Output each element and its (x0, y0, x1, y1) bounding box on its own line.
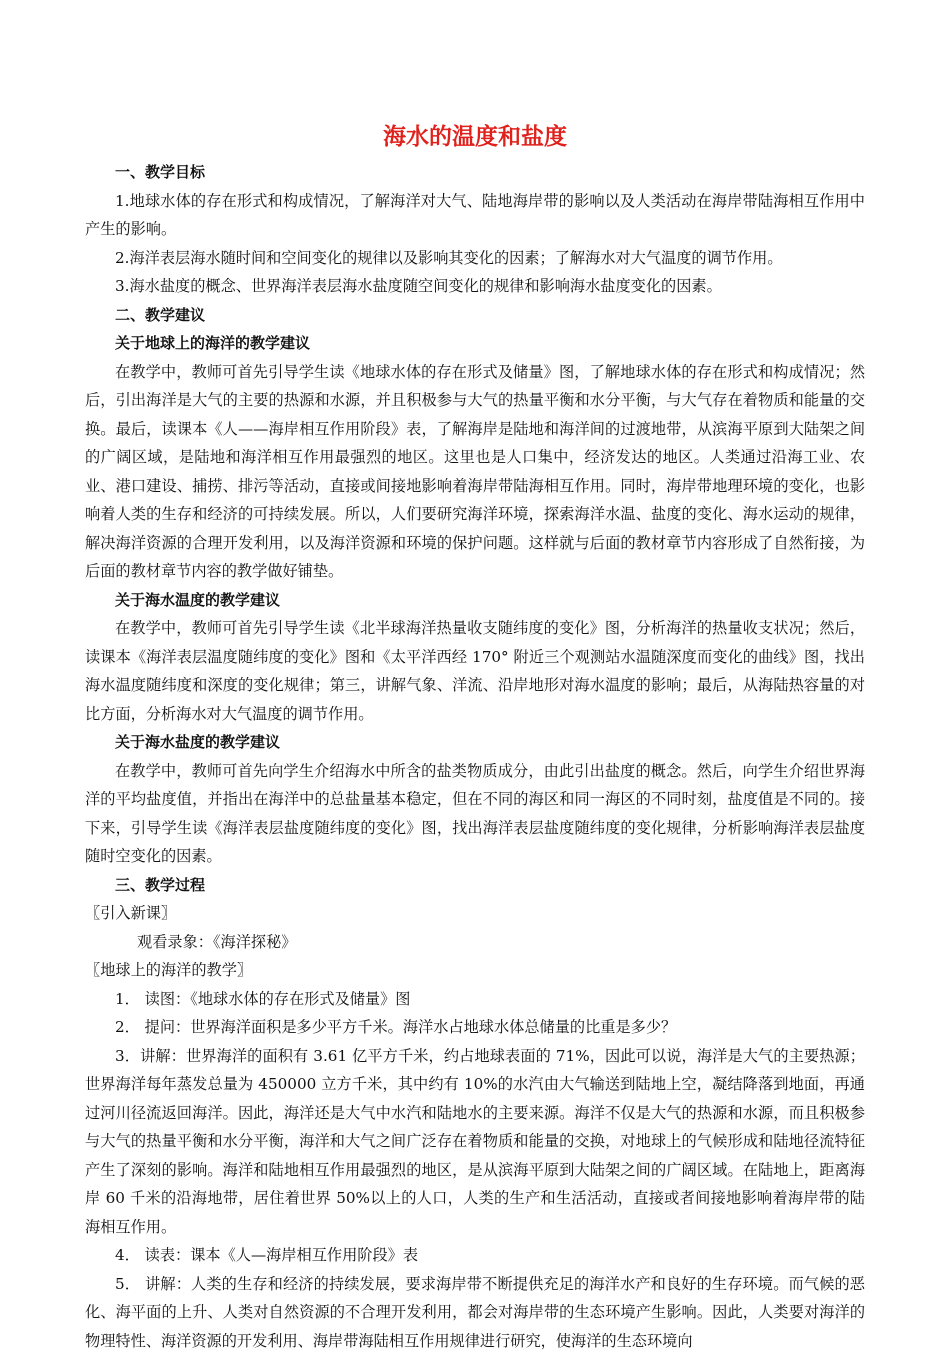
paragraph-salinity: 在教学中，教师可首先向学生介绍海水中所含的盐类物质成分，由此引出盐度的概念。然后，向学生介绍世界海洋的平均盐度值，并指出在海洋中的总盐量基本稳定，但在不同的海区和同一海区的不同时刻，盐度值是不同的。接下来，引导学生读《海洋表层盐度随纬度的变化》图，找出海洋表层盐度随纬度的变化规律，分析影响海洋表层盐度随时空变化的因素。 (85, 757, 865, 871)
intro-text: 观看录象：《海洋探秘》 (85, 928, 865, 957)
step-item: 1． 读图：《地球水体的存在形式及储量》图 (85, 985, 865, 1014)
goal-item: 1.地球水体的存在形式和构成情况，了解海洋对大气、陆地海岸带的影响以及人类活动在海岸带陆海相互作用中产生的影响。 (85, 187, 865, 244)
page-title: 海水的温度和盐度 (85, 118, 865, 156)
paragraph-ocean: 在教学中，教师可首先引导学生读《地球水体的存在形式及储量》图，了解地球水体的存在形式和构成情况；然后，引出海洋是大气的主要的热源和水源，并且积极参与大气的热量平衡和水分平衡，与大气存在着物质和能量的交换。最后，读课本《人——海岸相互作用阶段》表，了解海岸是陆地和海洋间的过渡地带，从滨海平原到大陆架之间的广阔区域，是陆地和海洋相互作用最强烈的地区。这里也是人口集中，经济发达的地区。人类通过沿海工业、农业、港口建设、捕捞、排污等活动，直接或间接地影响着海岸带陆海相互作用。同时，海岸带地理环境的变化，也影响着人类的生存和经济的可持续发展。所以，人们要研究海洋环境，探索海洋水温、盐度的变化、海水运动的规律，解决海洋资源的合理开发利用，以及海洋资源和环境的保护问题。这样就与后面的教材章节内容形成了自然衔接，为后面的教材章节内容的教学做好铺垫。 (85, 358, 865, 586)
part-label: 〖地球上的海洋的教学〗 (85, 956, 865, 985)
step-3-paragraph: 3．讲解：世界海洋的面积有 3.61 亿平方千米，约占地球表面的 71%，因此可以说，海洋是大气的主要热源；世界海洋每年蒸发总量为 450000 立方千米，其中约有 10%的水汽由大气输送到陆地上空，凝结降落到地面，再通过河川径流返回海洋。因此，海洋还是大气中水汽和陆地水的主要来源。海洋不仅是大气的热源和水源，而且积极参与大气的热量平衡和水分平衡，海洋和大气之间广泛存在着物质和能量的交换，对地球上的气候形成和陆地径流特征产生了深刻的影响。海洋和陆地相互作用最强烈的地区，是从滨海平原到大陆架之间的广阔区域。在陆地上，距离海岸 60 千米的沿海地带，居住着世界 50%以上的人口，人类的生产和生活活动，直接或者间接地影响着海岸带的陆海相互作用。 (85, 1042, 865, 1242)
goal-item: 2.海洋表层海水随时间和空间变化的规律以及影响其变化的因素；了解海水对大气温度的调节作用。 (85, 244, 865, 273)
section-heading-goals: 一、教学目标 (85, 158, 865, 187)
paragraph-temperature: 在教学中，教师可首先引导学生读《北半球海洋热量收支随纬度的变化》图，分析海洋的热量收支状况；然后，读课本《海洋表层温度随纬度的变化》图和《太平洋西经 170° 附近三个观测站水温随深度而变化的曲线》图，找出海水温度随纬度和深度的变化规律；第三，讲解气象、洋流、沿岸地形对海水温度的影响；最后，从海陆热容量的对比方面，分析海水对大气温度的调节作用。 (85, 614, 865, 728)
subheading-temperature: 关于海水温度的教学建议 (85, 586, 865, 615)
step-5-paragraph: 5． 讲解：人类的生存和经济的持续发展，要求海岸带不断提供充足的海洋水产和良好的生存环境。而气候的恶化、海平面的上升、人类对自然资源的不合理开发利用，都会对海岸带的生态环境产生影响。因此，人类要对海洋的物理特性、海洋资源的开发利用、海岸带海陆相互作用规律进行研究，使海洋的生态环境向 (85, 1270, 865, 1355)
goal-item: 3.海水盐度的概念、世界海洋表层海水盐度随空间变化的规律和影响海水盐度变化的因素。 (85, 272, 865, 301)
intro-label: 〖引入新课〗 (85, 899, 865, 928)
step-4-item: 4． 读表：课本《人—海岸相互作用阶段》表 (85, 1241, 865, 1270)
section-heading-process: 三、教学过程 (85, 871, 865, 900)
document-page (85, 118, 865, 1355)
step-item: 2． 提问：世界海洋面积是多少平方千米。海洋水占地球水体总储量的比重是多少？ (85, 1013, 865, 1042)
subheading-ocean: 关于地球上的海洋的教学建议 (85, 329, 865, 358)
section-heading-suggestions: 二、教学建议 (85, 301, 865, 330)
subheading-salinity: 关于海水盐度的教学建议 (85, 728, 865, 757)
